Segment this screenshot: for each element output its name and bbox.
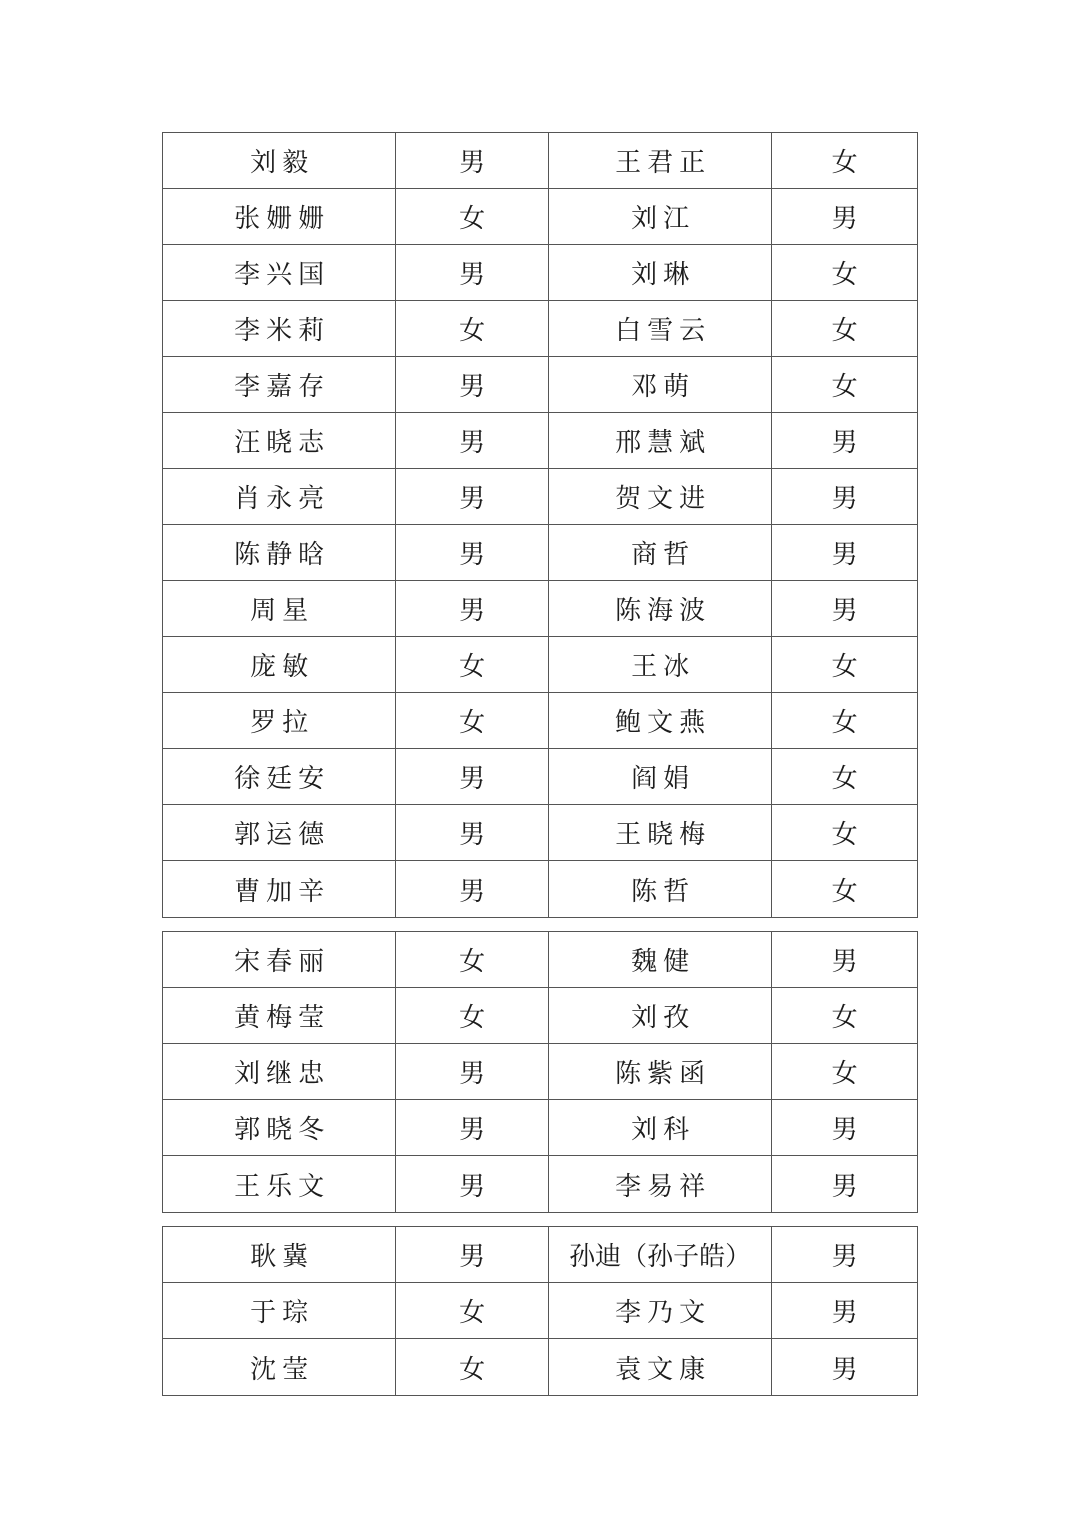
gender-cell-left: 男: [396, 581, 549, 636]
name-cell-left: 于琮: [163, 1283, 396, 1338]
name-cell-left: 李兴国: [163, 245, 396, 300]
name-cell-left: 刘毅: [163, 133, 396, 188]
gender-cell-right: 男: [831, 1115, 864, 1145]
name-cell-right: 魏健: [549, 932, 772, 987]
gender-cell-left: 男: [396, 525, 549, 580]
name-cell-left: 曹加辛: [163, 861, 396, 917]
name-cell-right: 王晓梅: [549, 805, 772, 860]
table-row: [163, 357, 917, 413]
gender-cell-left: 女: [396, 189, 549, 244]
gender-cell-right: 女: [831, 652, 864, 682]
name-cell-left: 李米莉: [163, 301, 396, 356]
gender-cell-right: 女: [831, 148, 864, 178]
table-row: [163, 1227, 917, 1283]
table-row: [163, 133, 917, 189]
gender-cell-left: 女: [396, 932, 549, 987]
gender-cell-right: 女: [831, 372, 864, 402]
name-cell-left: 王乐文: [163, 1156, 396, 1212]
gender-cell-right: 男: [831, 428, 864, 458]
name-cell-left: 刘继忠: [163, 1044, 396, 1099]
table-row: [163, 245, 917, 301]
name-cell-right: 刘科: [549, 1100, 772, 1155]
gender-cell-left: 女: [396, 988, 549, 1043]
gender-cell-left: 男: [396, 861, 549, 917]
table-row: [163, 749, 917, 805]
gender-cell-right: 女: [831, 260, 864, 290]
name-cell-right: 刘孜: [549, 988, 772, 1043]
gender-cell-left: 男: [396, 413, 549, 468]
name-cell-right: 李易祥: [549, 1156, 772, 1212]
name-cell-right: 陈紫函: [549, 1044, 772, 1099]
gender-cell-right: 男: [831, 947, 864, 977]
gender-cell-left: 女: [396, 693, 549, 748]
name-cell-right: 王君正: [549, 133, 772, 188]
name-cell-right: 贺文进: [549, 469, 772, 524]
name-cell-right: 陈哲: [549, 861, 772, 917]
gender-cell-left: 男: [396, 1156, 549, 1212]
gender-cell-left: 男: [396, 1100, 549, 1155]
cast-roster-table: [162, 132, 918, 1396]
gender-cell-right: 女: [831, 764, 864, 794]
table-row: [163, 1044, 917, 1100]
gender-cell-left: 女: [396, 301, 549, 356]
table-row: [163, 1283, 917, 1339]
gender-cell-right: 女: [831, 708, 864, 738]
table-row: [163, 469, 917, 525]
gender-cell-left: 男: [396, 245, 549, 300]
gender-cell-left: 男: [396, 805, 549, 860]
gender-cell-left: 男: [396, 133, 549, 188]
name-cell-left: 郭运德: [163, 805, 396, 860]
gender-cell-right: 女: [831, 1059, 864, 1089]
table-row: [163, 1100, 917, 1156]
gender-cell-left: 男: [396, 1227, 549, 1282]
gender-cell-right: 男: [831, 540, 864, 570]
name-cell-right: 李乃文: [549, 1283, 772, 1338]
table-row: [163, 693, 917, 749]
gender-cell-left: 女: [396, 1339, 549, 1395]
table-row: [163, 413, 917, 469]
name-cell-left: 黄梅莹: [163, 988, 396, 1043]
table-row: [163, 581, 917, 637]
name-cell-right: 白雪云: [549, 301, 772, 356]
table-row: [163, 189, 917, 245]
name-cell-left: 陈静晗: [163, 525, 396, 580]
name-cell-right: 鲍文燕: [549, 693, 772, 748]
name-cell-left: 耿冀: [163, 1227, 396, 1282]
table-row: [163, 988, 917, 1044]
gender-cell-right: 女: [831, 1003, 864, 1033]
name-cell-left: 庞敏: [163, 637, 396, 692]
name-cell-right: 邢慧斌: [549, 413, 772, 468]
table-segment-1: [162, 132, 918, 918]
gender-cell-right: 男: [831, 596, 864, 626]
gender-cell-right: 男: [831, 1171, 864, 1202]
table-segment-3: [162, 1226, 918, 1396]
name-cell-right: 袁文康: [549, 1339, 772, 1395]
table-row: [163, 861, 917, 917]
name-cell-right: 阎娟: [549, 749, 772, 804]
table-row: [163, 932, 917, 988]
table-row: [163, 637, 917, 693]
name-cell-right: 陈海波: [549, 581, 772, 636]
gender-cell-right: 男: [831, 484, 864, 514]
name-cell-left: 汪晓志: [163, 413, 396, 468]
table-segment-2: [162, 931, 918, 1213]
name-cell-right: 刘琳: [549, 245, 772, 300]
gender-cell-left: 男: [396, 749, 549, 804]
table-row: [163, 301, 917, 357]
name-cell-right: 刘江: [549, 189, 772, 244]
name-cell-left: 罗拉: [163, 693, 396, 748]
name-cell-left: 肖永亮: [163, 469, 396, 524]
name-cell-right: 王冰: [549, 637, 772, 692]
gender-cell-right: 女: [831, 820, 864, 850]
name-cell-right: 商哲: [549, 525, 772, 580]
gender-cell-left: 男: [396, 1044, 549, 1099]
table-row: [163, 525, 917, 581]
name-cell-left: 李嘉存: [163, 357, 396, 412]
table-row: [163, 805, 917, 861]
gender-cell-right: 男: [831, 1354, 864, 1385]
gender-cell-left: 女: [396, 1283, 549, 1338]
name-cell-left: 宋春丽: [163, 932, 396, 987]
gender-cell-right: 男: [831, 204, 864, 234]
gender-cell-right: 女: [831, 316, 864, 346]
name-cell-left: 郭晓冬: [163, 1100, 396, 1155]
gender-cell-right: 男: [831, 1298, 864, 1328]
name-cell-left: 徐廷安: [163, 749, 396, 804]
name-cell-left: 张姗姗: [163, 189, 396, 244]
gender-cell-right: 女: [831, 876, 864, 907]
table-row: [163, 1339, 917, 1395]
gender-cell-left: 男: [396, 469, 549, 524]
table-row: [163, 1156, 917, 1212]
gender-cell-left: 女: [396, 637, 549, 692]
name-cell-right: 邓萌: [549, 357, 772, 412]
name-cell-left: 周星: [163, 581, 396, 636]
name-cell-left: 沈莹: [163, 1339, 396, 1395]
gender-cell-left: 男: [396, 357, 549, 412]
name-cell-right: 孙迪（孙子皓）: [549, 1227, 772, 1282]
gender-cell-right: 男: [831, 1242, 864, 1272]
